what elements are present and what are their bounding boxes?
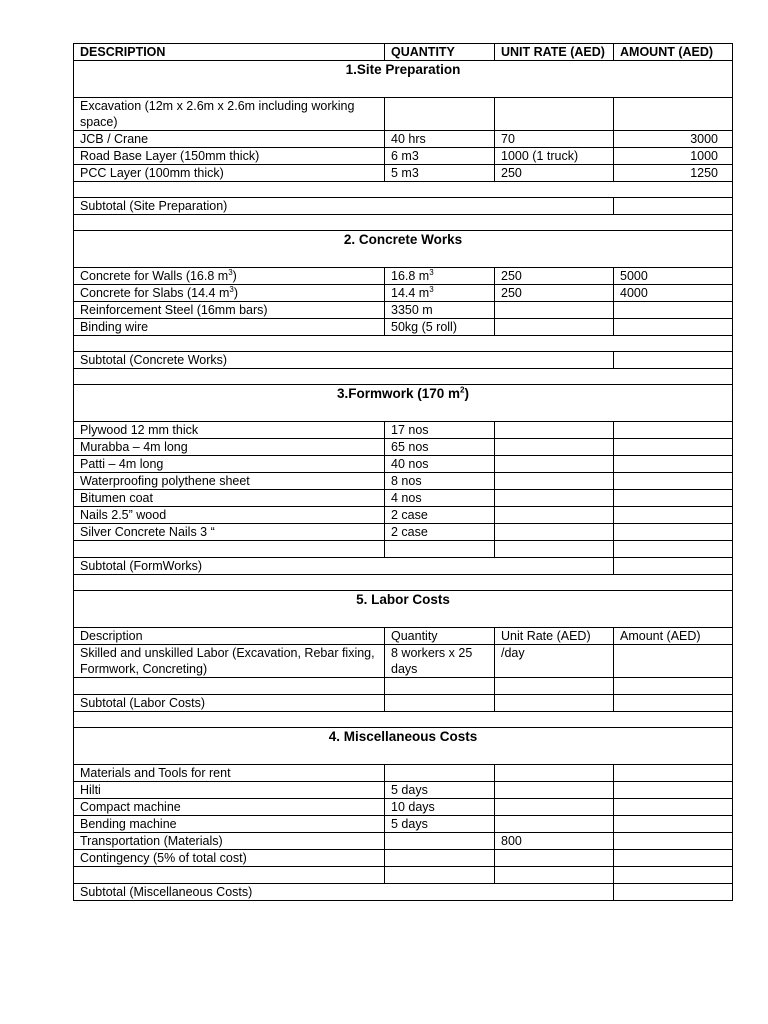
table-row — [74, 816, 733, 833]
subtotal-amount — [614, 884, 733, 901]
row-description: Hilti — [74, 782, 385, 799]
row-quantity: 10 days — [385, 799, 495, 816]
section-title-row — [74, 591, 733, 628]
row-unit-rate — [495, 782, 614, 799]
table-row — [74, 541, 733, 558]
row-unit-rate — [495, 456, 614, 473]
row-unit-rate — [495, 816, 614, 833]
row-amount — [614, 678, 733, 695]
subtotal-amount — [614, 352, 733, 369]
row-amount: 3000 — [614, 131, 733, 148]
row-unit-rate — [495, 850, 614, 867]
row-amount — [614, 302, 733, 319]
subtotal-amount — [614, 558, 733, 575]
section-title-site-preparation: 1.Site Preparation — [74, 61, 733, 98]
row-amount — [614, 422, 733, 439]
row-quantity — [385, 765, 495, 782]
subtotal-amount — [614, 695, 733, 712]
subtotal-amount — [614, 198, 733, 215]
table-row — [74, 678, 733, 695]
row-amount — [614, 765, 733, 782]
row-description: Bitumen coat — [74, 490, 385, 507]
row-quantity: 14.4 $m^3$ — [385, 285, 495, 302]
row-quantity: 16.8 $m^3$ — [385, 268, 495, 285]
section-title-row — [74, 728, 733, 765]
row-unit-rate: /day — [495, 645, 614, 678]
row-description: Bending machine — [74, 816, 385, 833]
row-amount: 5000 — [614, 268, 733, 285]
spacer-row — [74, 182, 733, 198]
row-description: Waterproofing polythene sheet — [74, 473, 385, 490]
table-row — [74, 422, 733, 439]
row-quantity: 50kg (5 roll) — [385, 319, 495, 336]
row-amount — [614, 473, 733, 490]
subtotal-label: Subtotal (Site Preparation) — [74, 198, 614, 215]
subtotal-label: Subtotal (FormWorks) — [74, 558, 614, 575]
spacer-row — [74, 575, 733, 591]
section-title-formwork: 3.Formwork (170 $m^2$) — [74, 385, 733, 422]
subtotal-label: Subtotal (Labor Costs) — [74, 695, 385, 712]
row-quantity: 6 m3 — [385, 148, 495, 165]
row-amount: 1000 — [614, 148, 733, 165]
labor-subheader-row — [74, 628, 733, 645]
table-row — [74, 131, 733, 148]
section-title-row — [74, 231, 733, 268]
table-row — [74, 799, 733, 816]
row-quantity: 5 days — [385, 816, 495, 833]
row-unit-rate — [495, 98, 614, 131]
row-description: Binding wire — [74, 319, 385, 336]
section-title-row — [74, 385, 733, 422]
table-row — [74, 148, 733, 165]
row-quantity: 5 m3 — [385, 165, 495, 182]
table-row — [74, 507, 733, 524]
row-quantity — [385, 678, 495, 695]
header-unit-rate: UNIT RATE (AED) — [495, 44, 614, 61]
subtotal-row — [74, 558, 733, 575]
table-row — [74, 850, 733, 867]
subtotal-quantity — [385, 695, 495, 712]
table-row — [74, 285, 733, 302]
row-description: Materials and Tools for rent — [74, 765, 385, 782]
subheader-quantity: Quantity — [385, 628, 495, 645]
row-description: Nails 2.5” wood — [74, 507, 385, 524]
subtotal-row — [74, 695, 733, 712]
row-quantity: 4 nos — [385, 490, 495, 507]
section-title-concrete-works: 2. Concrete Works — [74, 231, 733, 268]
row-unit-rate: 1000 (1 truck) — [495, 148, 614, 165]
row-description: JCB / Crane — [74, 131, 385, 148]
row-unit-rate — [495, 867, 614, 884]
row-unit-rate: 250 — [495, 165, 614, 182]
row-unit-rate: 250 — [495, 268, 614, 285]
section-title-labor-costs: 5. Labor Costs — [74, 591, 733, 628]
row-quantity — [385, 541, 495, 558]
row-description: Concrete for Walls (16.8 $m^3$) — [74, 268, 385, 285]
row-description: Transportation (Materials) — [74, 833, 385, 850]
section-title-row — [74, 61, 733, 98]
row-unit-rate — [495, 799, 614, 816]
table-row — [74, 268, 733, 285]
header-amount: AMOUNT (AED) — [614, 44, 733, 61]
row-unit-rate — [495, 473, 614, 490]
table-row — [74, 302, 733, 319]
row-description: Patti – 4m long — [74, 456, 385, 473]
table-row — [74, 490, 733, 507]
row-unit-rate — [495, 765, 614, 782]
table-row — [74, 765, 733, 782]
row-amount — [614, 98, 733, 131]
row-unit-rate: 250 — [495, 285, 614, 302]
row-amount — [614, 816, 733, 833]
spacer-row — [74, 712, 733, 728]
table-row — [74, 165, 733, 182]
row-unit-rate: 800 — [495, 833, 614, 850]
row-quantity — [385, 850, 495, 867]
row-unit-rate — [495, 302, 614, 319]
row-amount — [614, 490, 733, 507]
table-row — [74, 473, 733, 490]
row-quantity — [385, 833, 495, 850]
row-amount — [614, 833, 733, 850]
row-unit-rate — [495, 678, 614, 695]
row-description: Plywood 12 mm thick — [74, 422, 385, 439]
row-description — [74, 867, 385, 884]
row-amount — [614, 799, 733, 816]
table-row — [74, 319, 733, 336]
row-description: Silver Concrete Nails 3 “ — [74, 524, 385, 541]
row-amount — [614, 541, 733, 558]
row-quantity — [385, 867, 495, 884]
row-unit-rate — [495, 507, 614, 524]
header-quantity: QUANTITY — [385, 44, 495, 61]
table-row — [74, 867, 733, 884]
row-amount: 4000 — [614, 285, 733, 302]
row-description: Road Base Layer (150mm thick) — [74, 148, 385, 165]
row-quantity: 17 nos — [385, 422, 495, 439]
row-description: Concrete for Slabs (14.4 $m^3$) — [74, 285, 385, 302]
table-row — [74, 98, 733, 131]
subtotal-label: Subtotal (Concrete Works) — [74, 352, 614, 369]
row-unit-rate — [495, 319, 614, 336]
row-amount — [614, 524, 733, 541]
header-description: DESCRIPTION — [74, 44, 385, 61]
table-row — [74, 833, 733, 850]
spacer-row — [74, 336, 733, 352]
row-quantity: 5 days — [385, 782, 495, 799]
row-quantity: 65 nos — [385, 439, 495, 456]
row-amount: 1250 — [614, 165, 733, 182]
row-quantity: 40 hrs — [385, 131, 495, 148]
row-description — [74, 678, 385, 695]
row-description: Murabba – 4m long — [74, 439, 385, 456]
subtotal-row — [74, 198, 733, 215]
subheader-unit-rate: Unit Rate (AED) — [495, 628, 614, 645]
row-description: Skilled and unskilled Labor (Excavation, Rebar fixing, Formwork, Concreting) — [74, 645, 385, 678]
cost-estimate-table — [73, 43, 733, 901]
subtotal-row — [74, 884, 733, 901]
row-description: Contingency (5% of total cost) — [74, 850, 385, 867]
row-quantity: 8 nos — [385, 473, 495, 490]
subtotal-unit-rate — [495, 695, 614, 712]
subtotal-label: Subtotal (Miscellaneous Costs) — [74, 884, 614, 901]
row-quantity: 2 case — [385, 524, 495, 541]
row-unit-rate — [495, 490, 614, 507]
row-description: Reinforcement Steel (16mm bars) — [74, 302, 385, 319]
table-row — [74, 439, 733, 456]
row-amount — [614, 507, 733, 524]
row-amount — [614, 645, 733, 678]
row-unit-rate — [495, 422, 614, 439]
row-amount — [614, 867, 733, 884]
spacer-row — [74, 369, 733, 385]
subtotal-row — [74, 352, 733, 369]
row-quantity — [385, 98, 495, 131]
row-quantity: 3350 m — [385, 302, 495, 319]
row-quantity: 2 case — [385, 507, 495, 524]
spacer-row — [74, 215, 733, 231]
row-amount — [614, 439, 733, 456]
row-unit-rate: 70 — [495, 131, 614, 148]
table-row — [74, 782, 733, 799]
section-title-miscellaneous-costs: 4. Miscellaneous Costs — [74, 728, 733, 765]
row-amount — [614, 456, 733, 473]
table-row — [74, 645, 733, 678]
row-amount — [614, 850, 733, 867]
row-amount — [614, 782, 733, 799]
table-row — [74, 456, 733, 473]
row-quantity: 40 nos — [385, 456, 495, 473]
row-unit-rate — [495, 541, 614, 558]
row-description — [74, 541, 385, 558]
row-description: Compact machine — [74, 799, 385, 816]
row-amount — [614, 319, 733, 336]
table-row — [74, 524, 733, 541]
row-unit-rate — [495, 524, 614, 541]
row-description: PCC Layer (100mm thick) — [74, 165, 385, 182]
subheader-amount: Amount (AED) — [614, 628, 733, 645]
subheader-description: Description — [74, 628, 385, 645]
row-unit-rate — [495, 439, 614, 456]
row-description: Excavation (12m x 2.6m x 2.6m including working space) — [74, 98, 385, 131]
table-header-row — [74, 44, 733, 61]
row-quantity: 8 workers x 25 days — [385, 645, 495, 678]
